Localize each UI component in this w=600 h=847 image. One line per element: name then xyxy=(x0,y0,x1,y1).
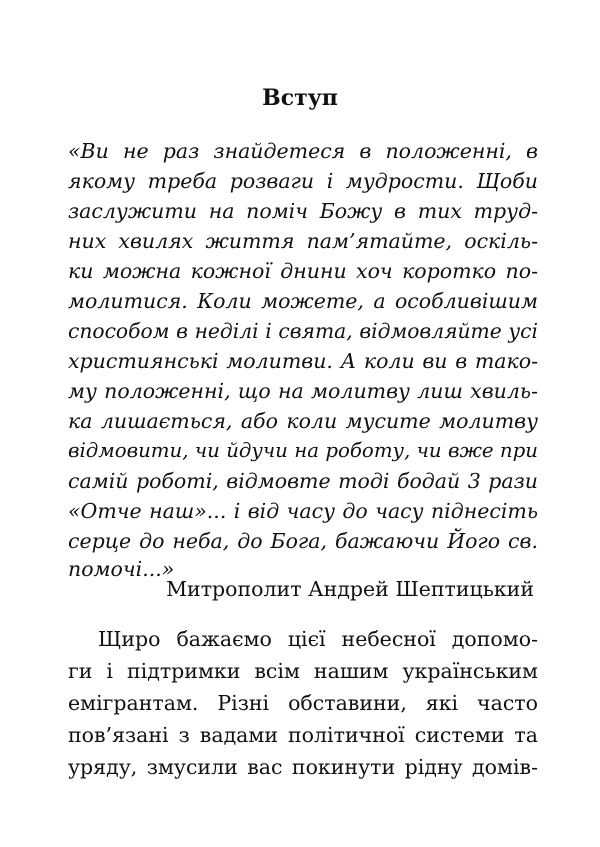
body-line: емігрантам. Різні обставини, які часто xyxy=(68,691,538,715)
quote-line: християнські молитви. А коли ви в тако- xyxy=(68,349,538,373)
quote-line: самій роботі, відмовте тоді бодай 3 рази xyxy=(68,469,538,493)
quote-line: них хвилях життя пам’ятайте, оскіль- xyxy=(68,229,538,253)
body-line: Щиро бажаємо цієї небесної допомо- xyxy=(98,627,538,651)
quote-line: якому треба розваги і мудрости. Щоби xyxy=(68,169,538,193)
quote-attribution: Митрополит Андрей Шептицький xyxy=(166,577,534,601)
page-title: Вступ xyxy=(262,85,338,111)
quote-line: серце до неба, до Бога, бажаючи Його св. xyxy=(68,529,538,553)
body-line: ги і підтримки всім нашим українським xyxy=(68,659,538,683)
quote-line: помочі...» xyxy=(68,557,175,581)
body-line: пов’язані з вадами політичної системи та xyxy=(68,723,538,747)
quote-line: ка лишається, або коли мусите молитву xyxy=(68,409,538,433)
quote-line: заслужити на поміч Божу в тих труд- xyxy=(68,199,538,223)
quote-line: му положенні, що на молитву лиш хвиль- xyxy=(68,379,538,403)
quote-line: ки можна кожної днини хоч коротко по- xyxy=(68,259,538,283)
body-line: уряду, змусили вас покинути рідну домів- xyxy=(68,755,538,779)
quote-line: відмовити, чи йдучи на роботу, чи вже при xyxy=(68,439,538,462)
quote-line: молитися. Коли можете, а особливішим xyxy=(68,289,538,313)
quote-line: способом в неділі і свята, відмовляйте усі xyxy=(68,319,538,343)
quote-line: «Отче наш»... і від часу до часу піднесіть xyxy=(68,499,538,523)
quote-line: «Ви не раз знайдетеся в положенні, в xyxy=(68,139,538,163)
